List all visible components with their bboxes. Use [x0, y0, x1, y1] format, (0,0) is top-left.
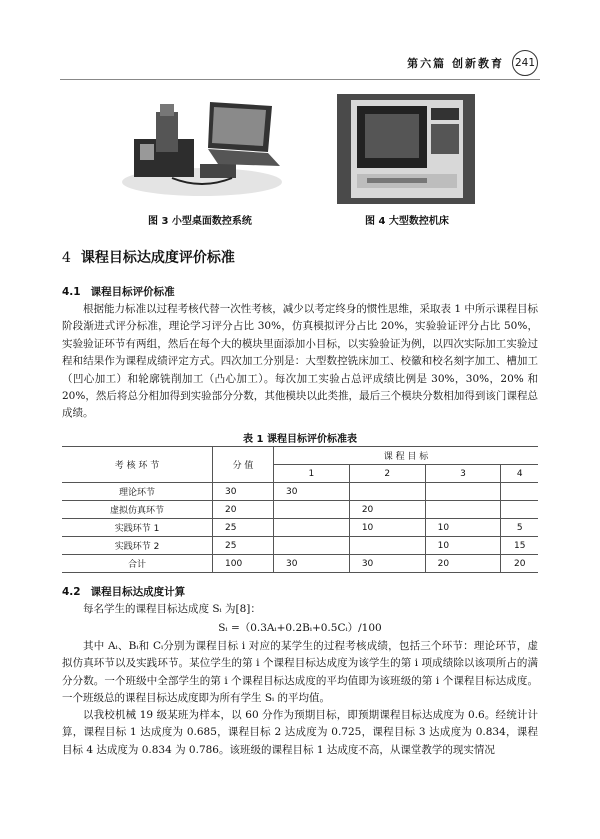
table-row [62, 501, 538, 519]
section-number: 4 [62, 250, 71, 266]
table-cell: 10 [425, 537, 501, 555]
table-cell: 20 [349, 501, 425, 519]
table-cell [425, 501, 501, 519]
table-cell: 实践环节 2 [62, 537, 213, 555]
header-cell: 4 [501, 465, 538, 483]
table-cell: 20 [425, 555, 501, 573]
table-row [62, 537, 538, 555]
table-cell [349, 483, 425, 501]
table-cell: 25 [213, 519, 274, 537]
header-cell: 1 [274, 465, 350, 483]
paragraph-text: 以我校机械 19 级某班为样本，以 60 分作为预期目标，即预期课程目标达成度为 0.6。经统计计算，课程目标 1 达成度为 0.685，课程目标 2 达成度为 0.725，课程目标 3 达成度为 0.834，课程目标 4 达成度为 0.834 为 0.786。该班级的课程目标 1 达成度不高，从课堂教学的现实情况 [62, 709, 538, 756]
table-cell: 25 [213, 537, 274, 555]
header-cell: 分 值 [213, 447, 274, 483]
subsection-title: 课程目标评价标准 [90, 286, 175, 298]
running-header [407, 50, 538, 76]
paragraph [62, 638, 538, 708]
table-cell [274, 501, 350, 519]
table-cell [274, 519, 350, 537]
figure-3-image [112, 94, 292, 204]
paragraph [62, 601, 538, 618]
table-cell: 20 [501, 555, 538, 573]
evaluation-table [62, 446, 538, 573]
paragraph-text: 每名学生的课程目标达成度 Sᵢ 为[8]： [83, 603, 261, 615]
paragraph [62, 301, 538, 423]
table-cell [349, 537, 425, 555]
table-cell: 30 [213, 483, 274, 501]
figure-4-image [337, 94, 475, 204]
header-cell: 3 [425, 465, 501, 483]
table-cell: 30 [274, 555, 350, 573]
table-cell: 理论环节 [62, 483, 213, 501]
header-cell: 2 [349, 465, 425, 483]
header-rule [60, 79, 540, 80]
figure-3-caption: 图 3 小型桌面数控系统 [148, 216, 252, 227]
subsection-heading [62, 584, 185, 599]
paragraph [62, 707, 538, 759]
subsection-number: 4.2 [62, 586, 81, 598]
subsection-title: 课程目标达成度计算 [90, 586, 186, 598]
table-caption: 表 1 课程目标评价标准表 [243, 434, 357, 445]
header-cell: 课 程 目 标 [274, 447, 539, 465]
table-cell: 5 [501, 519, 538, 537]
paragraph-text: 其中 Aᵢ、Bᵢ和 Cᵢ分别为课程目标 i 对应的某学生的过程考核成绩，包括三个环节：理论环节，虚拟仿真环节以及实践环节。某位学生的第 i 个课程目标达成度为该学生的第 i 项成绩除以该项所占的满分分数。一个班级中全部学生的第 i 个课程目标达成度的平均值即为该班级的第 i 个课程目标达成度。一个班级总的课程目标达成度即为所有学生 Sᵢ 的平均值。 [62, 640, 538, 705]
table-cell: 10 [349, 519, 425, 537]
table-cell: 15 [501, 537, 538, 555]
table-cell: 10 [425, 519, 501, 537]
figure-4-caption: 图 4 大型数控机床 [365, 216, 449, 227]
table-cell: 30 [274, 483, 350, 501]
table-row [62, 555, 538, 573]
table-header-row [62, 447, 538, 465]
paragraph-text: 根据能力标准以过程考核代替一次性考核，减少以考定终身的惯性思维，采取表 1 中所示课程目标阶段渐进式评分标准，理论学习评分占比 30%，仿真模拟评分占比 20%，实验验证评分占比 50%，实验验证环节有两组，然后在每个大的模块里面添加小目标，以实验验证为例，以四次实际加工实验过程和结果作为课程成绩评定方式。四次加工分别是：大型数控铣床加工、校徽和校名刻字加工、槽加工（凹心加工）和轮廓铣削加工（凸心加工）。每次加工实验占总评成绩比例是 30%，30%，20% 和 20%，然后将总分相加得到实验部分分数，其他模块以此类推，最后三个模块分数相加得到该门课程总成绩。 [62, 303, 538, 420]
table-cell: 100 [213, 555, 274, 573]
table-cell: 实践环节 1 [62, 519, 213, 537]
table-cell: 合计 [62, 555, 213, 573]
section-title: 课程目标达成度评价标准 [80, 250, 235, 266]
page-number: 241 [512, 50, 538, 76]
table-cell: 30 [349, 555, 425, 573]
header-cell: 考 核 环 节 [62, 447, 213, 483]
table-row [62, 483, 538, 501]
table-cell [425, 483, 501, 501]
table-cell [501, 501, 538, 519]
formula: Sᵢ =（0.3Aᵢ+0.2Bᵢ+0.5Cᵢ）/100 [218, 622, 382, 634]
subsection-number: 4.1 [62, 286, 81, 298]
subsection-heading [62, 284, 175, 299]
running-header-section: 第六篇 创新教育 [407, 57, 504, 70]
section-heading [62, 247, 235, 267]
table-cell [501, 483, 538, 501]
table-row [62, 519, 538, 537]
table-cell [274, 537, 350, 555]
table-cell: 20 [213, 501, 274, 519]
table-cell: 虚拟仿真环节 [62, 501, 213, 519]
